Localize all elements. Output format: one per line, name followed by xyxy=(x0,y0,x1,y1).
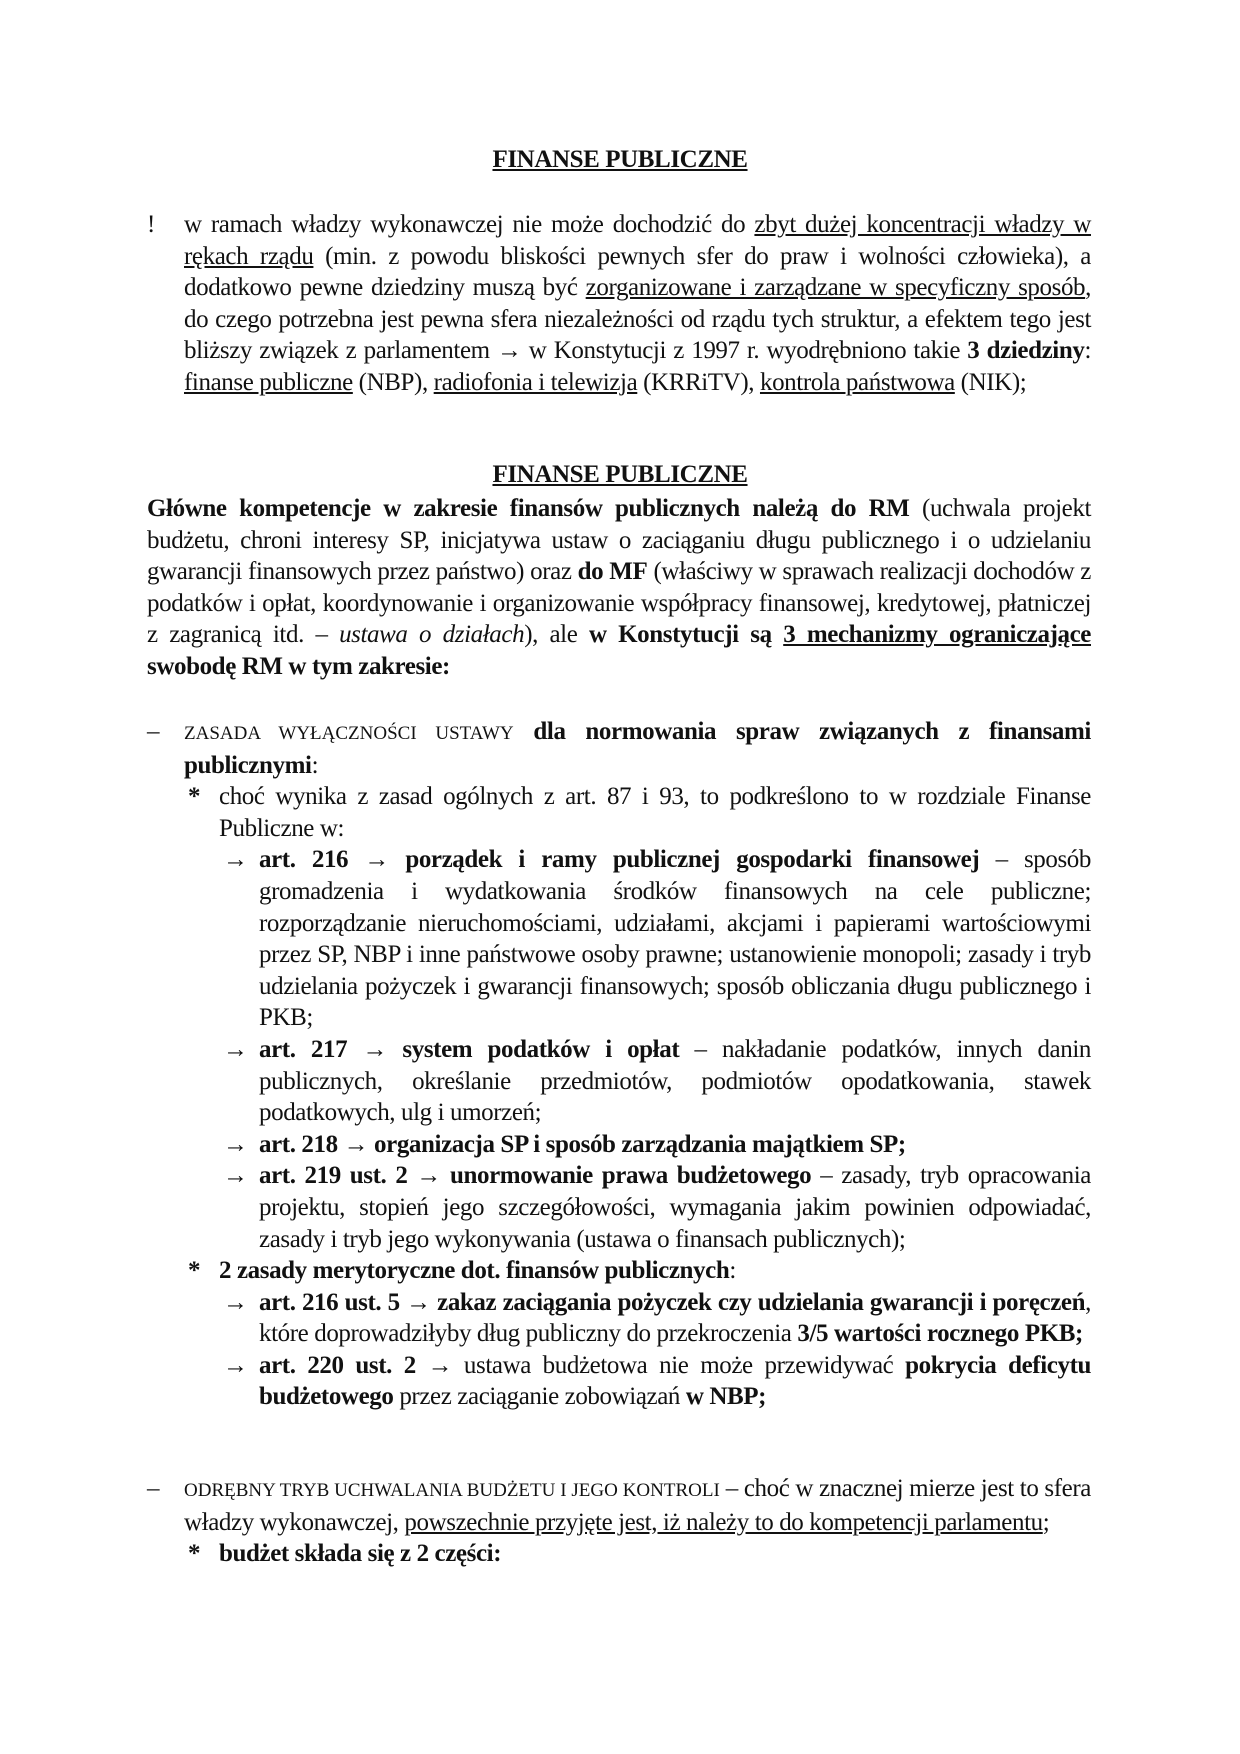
text-run: ODRĘBNY TRYB UCHWALANIA BUDŻETU I JEGO KONTROLI xyxy=(184,1480,720,1501)
list-item xyxy=(147,716,1091,781)
text-run: powszechnie przyjęte jest, iż należy to do kompetencji parlamentu xyxy=(404,1508,1043,1536)
text-run: – nakładanie podatków, innych danin publicznych, określanie przedmiotów, podmiotów opodatkowania, stawek podatkowych, ulg i umorzeń; xyxy=(259,1035,1091,1127)
text-run: w NBP; xyxy=(685,1383,767,1411)
text-run: , do czego potrzebna jest pewna sfera niezależności od rządu tych struktur, a efektem tego jest bliższy związek z parlamentem → w Konstytucji z 1997 r. wyodrębniono takie xyxy=(184,274,1091,365)
document-title: FINANSE PUBLICZNE xyxy=(492,146,748,173)
arrow-bullet-icon: → xyxy=(223,1351,248,1379)
text-run: – sposób gromadzenia i wydatkowania środków finansowych na cele publiczne; rozporządzanie nieruchomościami, udziałami, akcjami i papierami wartościowymi przez SP, NBP i inne państwowe osoby prawne; ustanowienie monopoli; zasady i tryb udzielania pożyczek i gwarancji finansowych; sposób obliczania długu publicznego i PKB; xyxy=(259,846,1092,1032)
text-run: (KRRiTV), xyxy=(637,368,760,396)
text-run: do MF xyxy=(577,558,648,586)
star-bullet-icon: * xyxy=(188,1257,201,1285)
arrow-bullet-icon: → xyxy=(223,1130,248,1158)
text-run: → ustawa budżetowa nie może przewidywać xyxy=(415,1351,906,1379)
competences-paragraph xyxy=(147,493,1091,683)
list-item xyxy=(223,1287,1091,1350)
text-run: art. 219 ust. 2 → unormowanie prawa budżetowego xyxy=(259,1162,812,1190)
arrow-bullet-icon: → xyxy=(223,1288,248,1316)
text-run: dla normowania spraw związanych z finansami publicznymi xyxy=(184,718,1091,779)
text-run: (NIK); xyxy=(954,368,1027,396)
list-item xyxy=(147,493,1091,683)
text-run: art. 220 ust. 2 xyxy=(259,1351,416,1379)
text-run: (uchwala projekt budżetu, chroni interesy SP, inicjatywa ustaw o zaciąganiu długu publicznego i o udzielaniu gwarancji finansowych przez państwo) oraz xyxy=(147,495,1091,586)
dash-bullet-icon: – xyxy=(147,718,160,745)
statutory-exclusivity-section xyxy=(147,716,1091,1413)
list-item xyxy=(188,1538,1091,1570)
text-run: ; xyxy=(1042,1508,1050,1536)
text-run: Główne kompetencje w zakresie finansów publicznych należą do RM xyxy=(147,495,910,522)
text-run: (min. z powodu bliskości pewnych sfer do praw i wolności człowieka), a dodatkowo pewne dziedziny muszą być xyxy=(184,242,1091,302)
list-item xyxy=(188,781,1091,844)
text-run: 3 dziedziny xyxy=(967,337,1085,365)
text-run: : xyxy=(311,751,319,779)
text-run: swobodę RM w tym zakresie: xyxy=(147,652,450,680)
intro-paragraph xyxy=(147,209,1091,399)
star-bullet-icon: * xyxy=(188,783,201,811)
arrow-bullet-icon: → xyxy=(223,1162,248,1190)
text-run: przez zaciąganie zobowiązań xyxy=(393,1383,686,1411)
text-run: kontrola państwowa xyxy=(759,368,955,396)
dash-bullet-icon: – xyxy=(147,1475,160,1502)
text-run: – choć w znacznej mierze jest to sfera władzy wykonawczej, xyxy=(184,1475,1091,1536)
star-bullet-icon: * xyxy=(188,1540,201,1568)
text-run: : xyxy=(729,1257,736,1285)
list-item xyxy=(147,209,1091,399)
list-item xyxy=(223,1129,1091,1161)
section-title: FINANSE PUBLICZNE xyxy=(492,461,748,488)
text-run: zorganizowane i zarządzane w specyficzny sposób xyxy=(585,274,1086,302)
text-run: ), ale xyxy=(524,621,589,649)
text-run: choć wynika z zasad ogólnych z art. 87 i 93, to podkreślono to w rozdziale Finanse Publiczne w: xyxy=(219,783,1091,842)
text-run: w ramach władzy wykonawczej nie może dochodzić do xyxy=(184,211,755,238)
text-run: art. 217 → system podatków i opłat xyxy=(259,1035,680,1063)
list-item xyxy=(223,1034,1091,1129)
text-run: radiofonia i telewizja xyxy=(433,368,638,396)
text-run: finanse publiczne xyxy=(184,368,353,396)
list-item xyxy=(223,1350,1091,1413)
arrow-bullet-icon: → xyxy=(223,1035,248,1063)
text-run: (właściwy w sprawach realizacji dochodów z podatków i opłat, koordynowanie i organizowanie współpracy finansowej, kredytowej, płatniczej z zagranicą itd. – xyxy=(147,558,1091,649)
list-item xyxy=(223,1160,1092,1255)
text-run: ZASADA WYŁĄCZNOŚCI USTAWY xyxy=(184,723,514,744)
text-run: 2 zasady merytoryczne dot. finansów publicznych xyxy=(219,1257,730,1285)
list-item xyxy=(147,1473,1091,1538)
text-run: 3 mechanizmy ograniczające xyxy=(783,621,1091,649)
text-run: : xyxy=(1084,337,1091,365)
text-run: w Konstytucji są xyxy=(588,621,784,649)
text-run: budżet składa się z 2 części: xyxy=(219,1540,502,1568)
text-run: ustawa o działach xyxy=(339,621,525,649)
budget-procedure-section xyxy=(147,1473,1091,1570)
list-item xyxy=(223,844,1092,1034)
text-run: art. 216 → porządek i ramy publicznej gospodarki finansowej xyxy=(259,846,980,874)
text-run: art. 218 → organizacja SP i sposób zarządzania majątkiem SP; xyxy=(259,1130,906,1158)
text-run: pokrycia deficytu budżetowego xyxy=(259,1351,1091,1411)
text-run: art. 216 ust. 5 → zakaz zaciągania pożyczek czy udzielania gwarancji i poręczeń xyxy=(259,1288,1086,1316)
list-item xyxy=(188,1255,1091,1287)
arrow-bullet-icon: → xyxy=(223,846,248,874)
exclamation-bullet-icon: ! xyxy=(147,211,155,238)
text-run: zbyt dużej koncentracji władzy w rękach rządu xyxy=(184,211,1091,270)
text-run: 3/5 wartości rocznego PKB; xyxy=(797,1320,1083,1348)
text-run: – zasady, tryb opracowania projektu, stopień jego szczegółowości, wymagania jakim powinien odpowiadać, zasady i tryb jego wykonywania (ustawa o finansach publicznych); xyxy=(259,1162,1092,1253)
text-run: (NBP), xyxy=(352,368,434,396)
text-run: , które doprowadziłyby dług publiczny do przekroczenia xyxy=(259,1288,1091,1348)
